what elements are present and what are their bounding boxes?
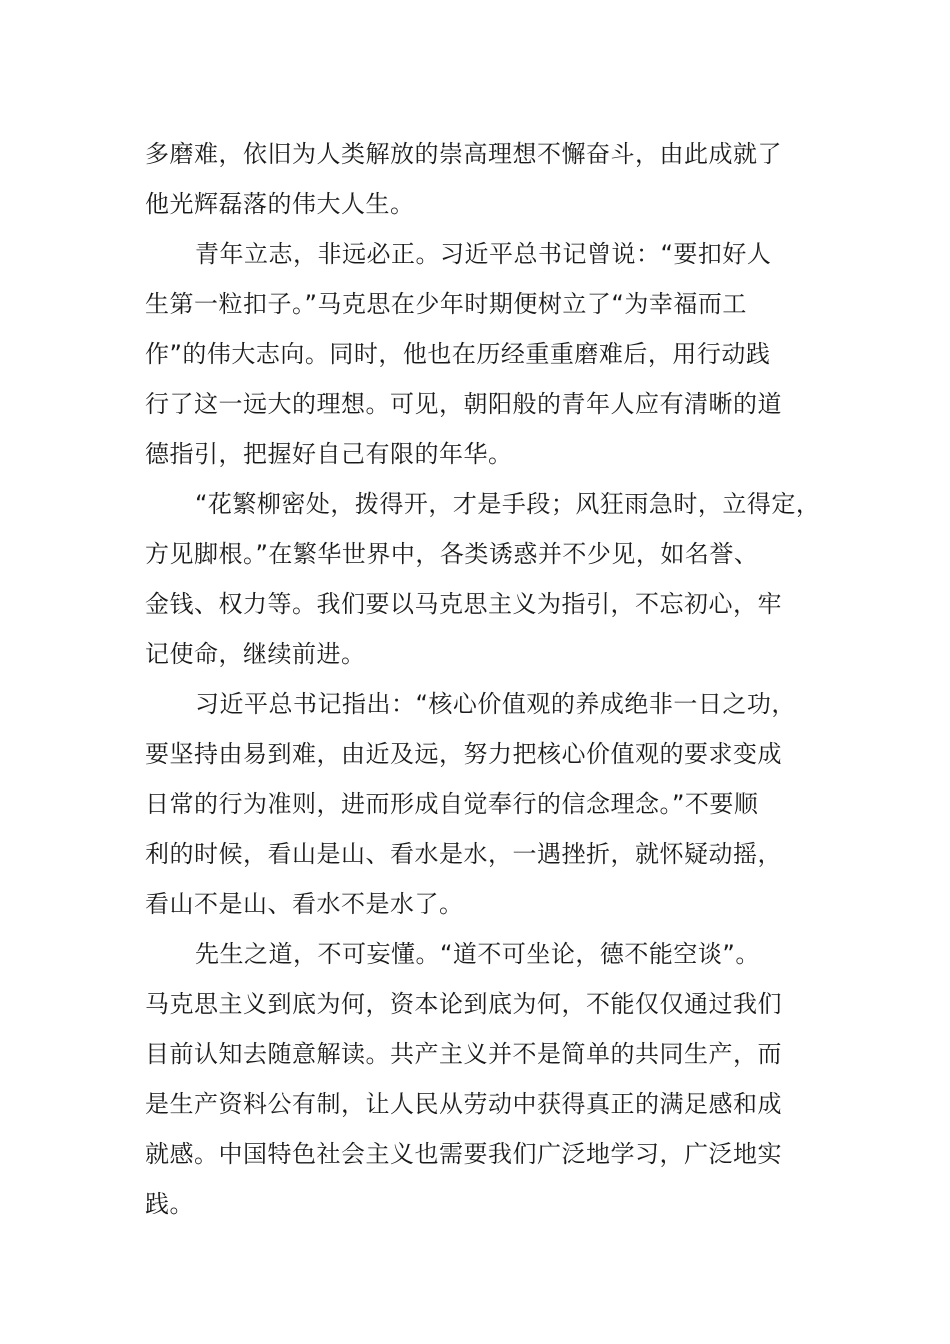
text-line: 金钱、权力等。我们要以马克思主义为指引，不忘初心，牢	[145, 590, 782, 618]
paragraph-start-line: 先生之道，不可妄懂。“道不可坐论，德不能空谈”。	[195, 940, 760, 968]
text-line: 就感。中国特色社会主义也需要我们广泛地学习，广泛地实	[145, 1140, 782, 1168]
text-line: 是生产资料公有制，让人民从劳动中获得真正的满足感和成	[145, 1090, 782, 1118]
text-line: 利的时候，看山是山、看水是水，一遇挫折，就怀疑动摇，	[145, 840, 782, 868]
text-line: 记使命，继续前进。	[145, 640, 366, 668]
body-text	[145, 129, 845, 1229]
paragraph-start-line: 青年立志，非远必正。习近平总书记曾说：“要扣好人	[195, 240, 772, 268]
text-line: 日常的行为准则，进而形成自觉奉行的信念理念。”不要顺	[145, 790, 759, 818]
text-line: 作”的伟大志向。同时，他也在历经重重磨难后，用行动践	[145, 340, 771, 368]
paragraph-start-line: “花繁柳密处，拨得开，才是手段；风狂雨急时，立得定，	[195, 490, 821, 518]
paragraph-start-line: 习近平总书记指出：“核心价值观的养成绝非一日之功，	[195, 690, 796, 718]
text-line: 方见脚根。”在繁华世界中，各类诱惑并不少见，如名誉、	[145, 540, 759, 568]
text-line: 他光辉磊落的伟大人生。	[145, 190, 415, 218]
text-line: 目前认知去随意解读。共产主义并不是简单的共同生产，而	[145, 1040, 782, 1068]
text-line: 行了这一远大的理想。可见，朝阳般的青年人应有清晰的道	[145, 390, 782, 418]
text-line: 多磨难，依旧为人类解放的崇高理想不懈奋斗，由此成就了	[145, 140, 782, 168]
text-line: 要坚持由易到难，由近及远，努力把核心价值观的要求变成	[145, 740, 782, 768]
text-line: 生第一粒扣子。”马克思在少年时期便树立了“为幸福而工	[145, 290, 747, 318]
text-line: 马克思主义到底为何，资本论到底为何，不能仅仅通过我们	[145, 990, 782, 1018]
text-line: 德指引，把握好自己有限的年华。	[145, 440, 513, 468]
text-line: 践。	[145, 1190, 194, 1218]
text-line: 看山不是山、看水不是水了。	[145, 890, 464, 918]
